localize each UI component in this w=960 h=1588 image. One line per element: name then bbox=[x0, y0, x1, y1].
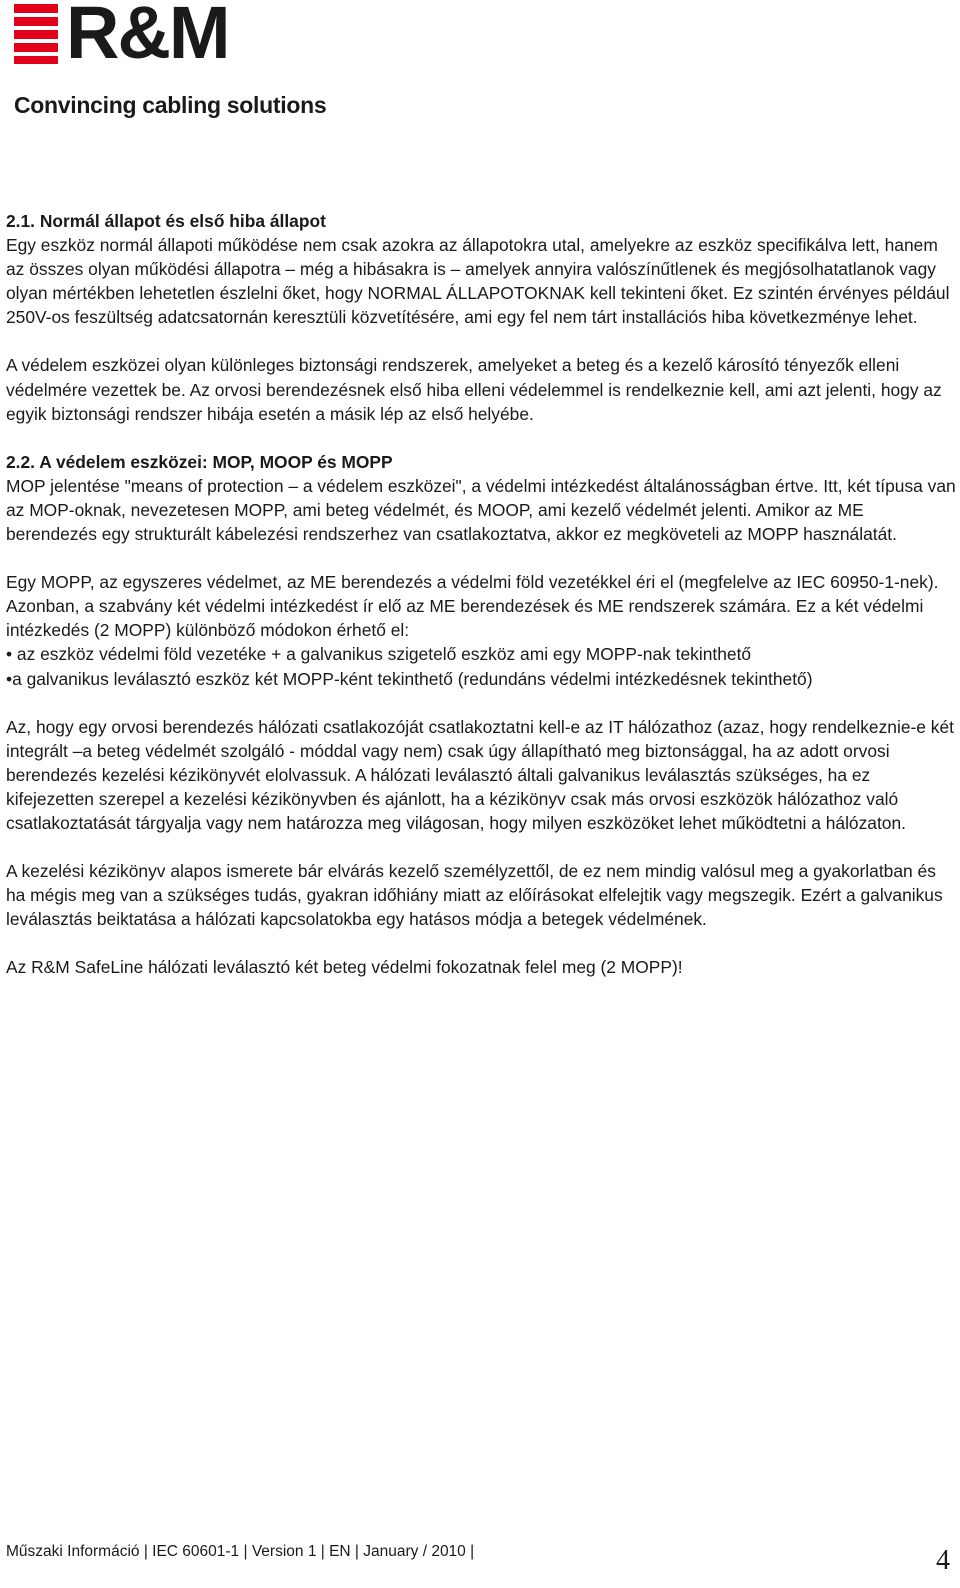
section-heading-2-1: 2.1. Normál állapot és első hiba állapot bbox=[6, 211, 326, 231]
rm-logo bbox=[14, 0, 374, 124]
section-heading-2-2: 2.2. A védelem eszközei: MOP, MOOP és MOPP bbox=[6, 451, 393, 472]
logo-stripes-icon bbox=[14, 4, 58, 64]
bullet-item: • az eszköz védelmi föld vezetéke + a galvanikus szigetelő eszköz ami egy MOPP-nak tekinthető bbox=[6, 644, 752, 665]
logo-tagline: Convincing cabling solutions bbox=[14, 92, 327, 118]
paragraph: Egy eszköz normál állapoti működése nem csak azokra az állapotokra utal, amelyekre az eszköz specifikálva lett, hanem az összes olyan működési állapotra – még a hibásakra is – amelyek annyira valószínűtlenek és megjósolhatatlanok vagy olyan mértékben lehetetlen észlelni őket, hogy NORMAL ÁLLAPOTOKNAK kell tekinteni őket. Ez szintén érvényes például 250V-os feszültség adatcsatornán keresztüli közvetítésére, ami egy fel nem tárt installációs hiba következménye lehet. bbox=[6, 235, 950, 328]
logo-wordmark: R&M bbox=[66, 0, 229, 74]
paragraph: A kezelési kézikönyv alapos ismerete bár elvárás kezelő személyzettől, de ez nem mindig valósul meg a gyakorlatban és ha mégis meg van a szükséges tudás, gyakran időhiány miatt az előírásokat elfelejtik vagy megszegik. Ezért a galvanikus leválasztás beiktatása a hálózati kapcsolatokba egy hatásos módja a betegek védelmének. bbox=[6, 861, 943, 930]
paragraph: MOP jelentése "means of protection – a védelem eszközei", a védelmi intézkedést általánosságban értve. Itt, két típusa van az MOP-oknak, nevezetesen MOPP, ami beteg védelmét, és MOOP, ami kezelő védelmét jelenti. Amikor az ME berendezés egy strukturált kábelezési rendszerhez van csatlakoztatva, akkor ez megköveteli az MOPP használatát. bbox=[6, 475, 956, 545]
page-number: 4 bbox=[936, 1545, 950, 1576]
page-footer: Műszaki Információ | IEC 60601-1 | Version 1 | EN | January / 2010 | bbox=[6, 1543, 475, 1560]
document-body bbox=[6, 209, 956, 979]
paragraph: A védelem eszközei olyan különleges biztonsági rendszerek, amelyeket a beteg és a kezelő károsító tényezők elleni védelmére vezettek be. Az orvosi berendezésnek első hiba elleni védelemmel is rendelkeznie kell, ami azt jelenti, hogy az egyik biztonsági rendszer hibája esetén a másik lép az első helyébe. bbox=[6, 355, 942, 424]
paragraph: Egy MOPP, az egyszeres védelmet, az ME berendezés a védelmi föld vezetékkel éri el (megfelelve az IEC 60950-1-nek). Azonban, a szabvány két védelmi intézkedést ír elő az ME berendezések és ME rendszerek számára. Ez a két védelmi intézkedés (2 MOPP) különböző módokon érhető el: bbox=[6, 572, 939, 641]
paragraph: Az R&M SafeLine hálózati leválasztó két beteg védelmi fokozatnak felel meg (2 MOPP)! bbox=[6, 957, 683, 978]
bullet-item: •a galvanikus leválasztó eszköz két MOPP-ként tekinthető (redundáns védelmi intézkedésnek tekinthető) bbox=[6, 668, 813, 689]
paragraph: Az, hogy egy orvosi berendezés hálózati csatlakozóját csatlakoztatni kell-e az IT hálózathoz (azaz, hogy rendelkeznie-e két integrált –a beteg védelmét szolgáló - móddal vagy nem) csak úgy állapítható meg biztonsággal, ha az adott orvosi berendezés kezelési kézikönyvét elolvassuk. A hálózati leválasztó általi galvanikus leválasztás szükséges, ha ez kifejezetten szerepel a kezelési kézikönyvben és ajánlott, ha a kézikönyv csak más orvosi eszközök hálózathoz való csatlakoztatását tárgyalja vagy nem határozza meg világosan, hogy milyen eszközöket lehet működtetni a hálózaton. bbox=[6, 716, 954, 833]
